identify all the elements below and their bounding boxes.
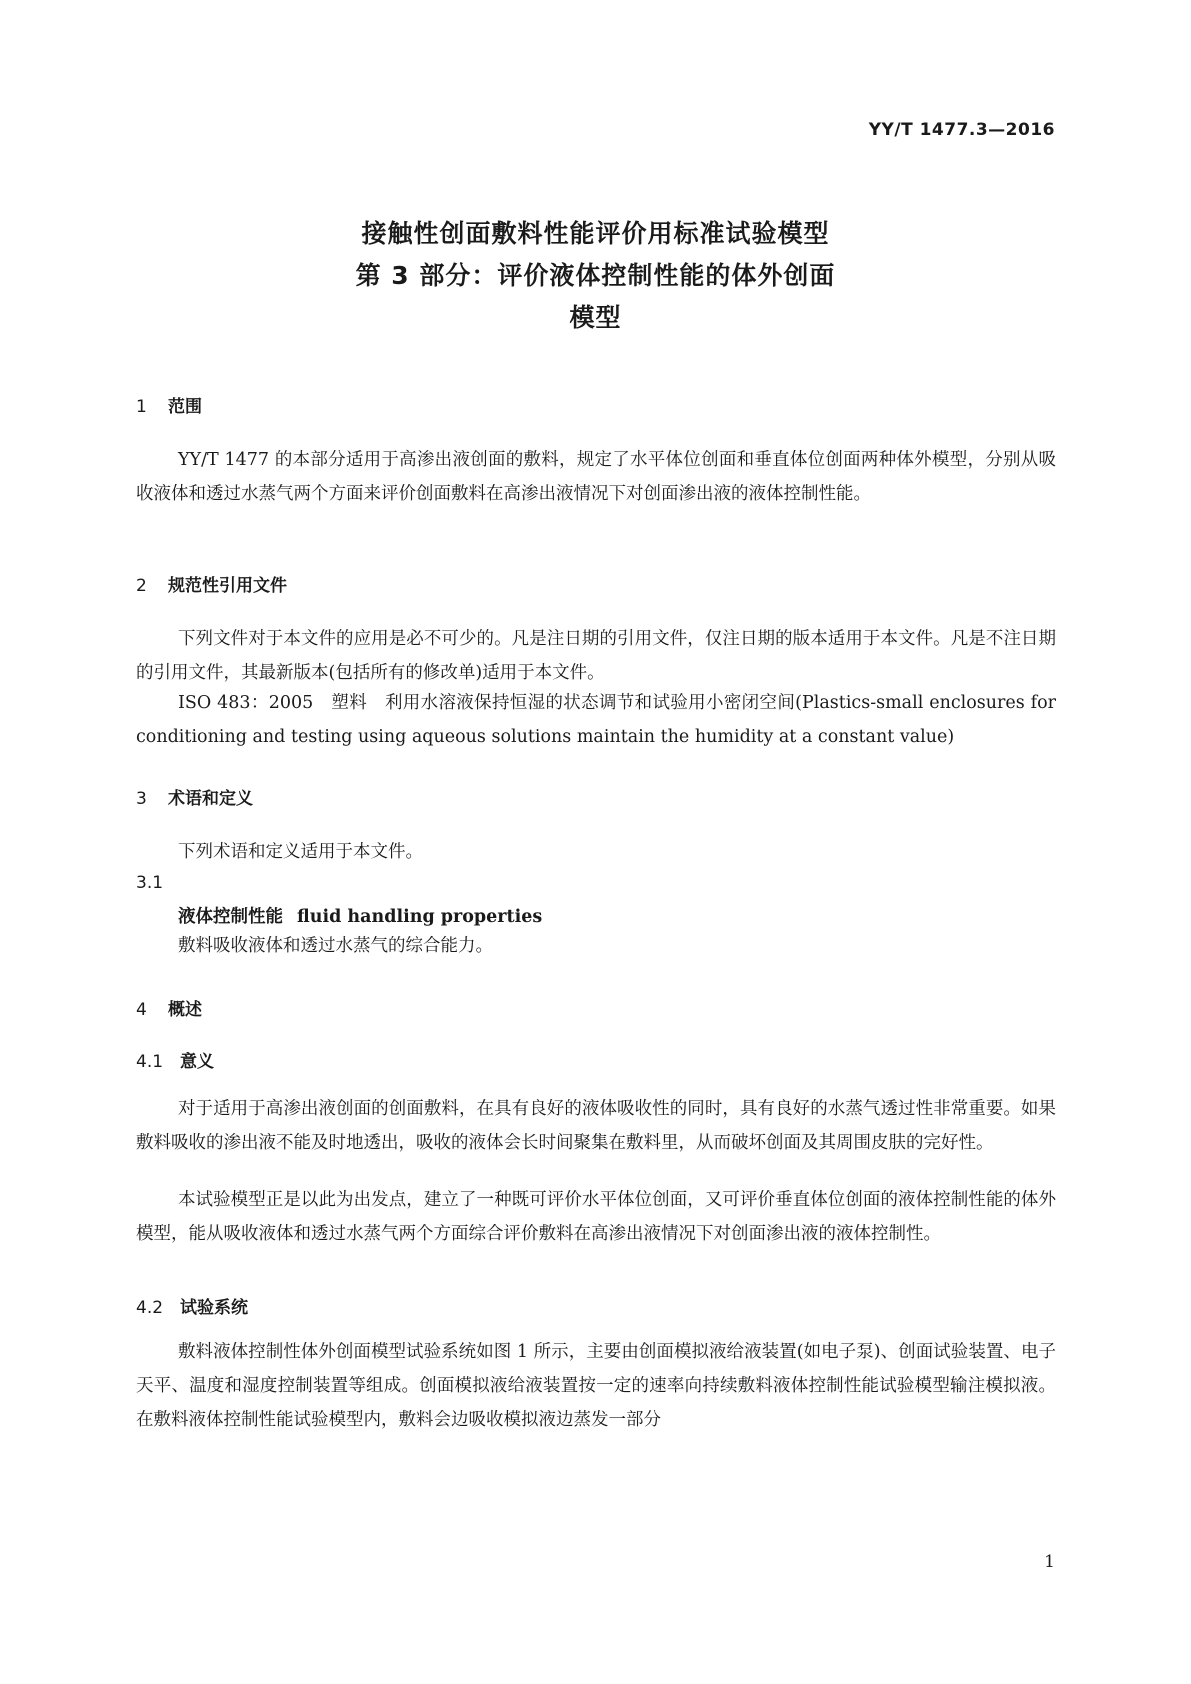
section-4-2-paragraph: 敷料液体控制性体外创面模型试验系统如图 1 所示，主要由创面模拟液给液装置(如电子泵)、创面试验装置、电子天平、温度和湿度控制装置等组成。创面模拟液给液装置按一定的速率向持续敷料液体控制性能试验模型输注模拟液。在敷料液体控制性能试验模型内，敷料会边吸收模拟液边蒸发一部分: [136, 1342, 1056, 1430]
section-title: 范围: [168, 397, 202, 417]
section-1-paragraph: YY/T 1477 的本部分适用于高渗出液创面的敷料，规定了水平体位创面和垂直体位创面两种体外模型，分别从吸收液体和透过水蒸气两个方面来评价创面敷料在高渗出液情况下对创面渗出液的液体控制性能。: [136, 450, 1056, 504]
section-number: 2: [136, 576, 147, 596]
section-4-1-paragraph-2: 本试验模型正是以此为出发点，建立了一种既可评价水平体位创面，又可评价垂直体位创面的液体控制性能的体外模型，能从吸收液体和透过水蒸气两个方面综合评价敷料在高渗出液情况下对创面渗出液的液体控制性。: [136, 1190, 1056, 1244]
section-number: 3: [136, 789, 147, 809]
section-title: 意义: [180, 1052, 214, 1072]
section-2-paragraph: 下列文件对于本文件的应用是必不可少的。凡是注日期的引用文件，仅注日期的版本适用于本文件。凡是不注日期的引用文件，其最新版本(包括所有的修改单)适用于本文件。: [136, 629, 1056, 683]
standard-code: YY/T 1477.3—2016: [868, 120, 1055, 140]
normative-reference: ISO 483：2005 塑料 利用水溶液保持恒湿的状态调节和试验用小密闭空间(Plastics-small enclosures for conditioning and testing using aqueous solutions maintain the humidity at a constant value): [136, 693, 1056, 747]
section-title: 试验系统: [180, 1298, 248, 1318]
section-2-heading: [136, 571, 287, 596]
section-title: 规范性引用文件: [168, 576, 287, 596]
section-title: 术语和定义: [168, 789, 253, 809]
term-english: fluid handling properties: [297, 907, 543, 927]
title-line-3: 模型: [569, 303, 622, 332]
term-chinese: 液体控制性能: [178, 907, 283, 927]
section-3-heading: [136, 784, 253, 809]
section-4-1-paragraph-1: 对于适用于高渗出液创面的创面敷料，在具有良好的液体吸收性的同时，具有良好的水蒸气透过性非常重要。如果敷料吸收的渗出液不能及时地透出，吸收的液体会长时间聚集在敷料里，从而破坏创面及其周围皮肤的完好性。: [136, 1099, 1056, 1153]
section-4-2-heading: [136, 1293, 248, 1318]
section-4-1-heading: [136, 1047, 214, 1072]
title-line-2: 第 3 部分：评价液体控制性能的体外创面: [355, 261, 836, 290]
section-1-heading: [136, 392, 202, 417]
section-3-paragraph: 下列术语和定义适用于本文件。: [178, 842, 423, 862]
section-title: 概述: [168, 1000, 202, 1020]
section-number: 1: [136, 397, 147, 417]
term-entry: [178, 903, 542, 928]
section-number: 4: [136, 1000, 147, 1020]
term-number: 3.1: [136, 873, 164, 893]
section-4-heading: [136, 995, 202, 1020]
page-number: 1: [1044, 1552, 1055, 1572]
section-number: 4.2: [136, 1298, 164, 1318]
section-number: 4.1: [136, 1052, 164, 1072]
term-definition: 敷料吸收液体和透过水蒸气的综合能力。: [178, 936, 493, 956]
title-line-1: 接触性创面敷料性能评价用标准试验模型: [361, 219, 830, 248]
